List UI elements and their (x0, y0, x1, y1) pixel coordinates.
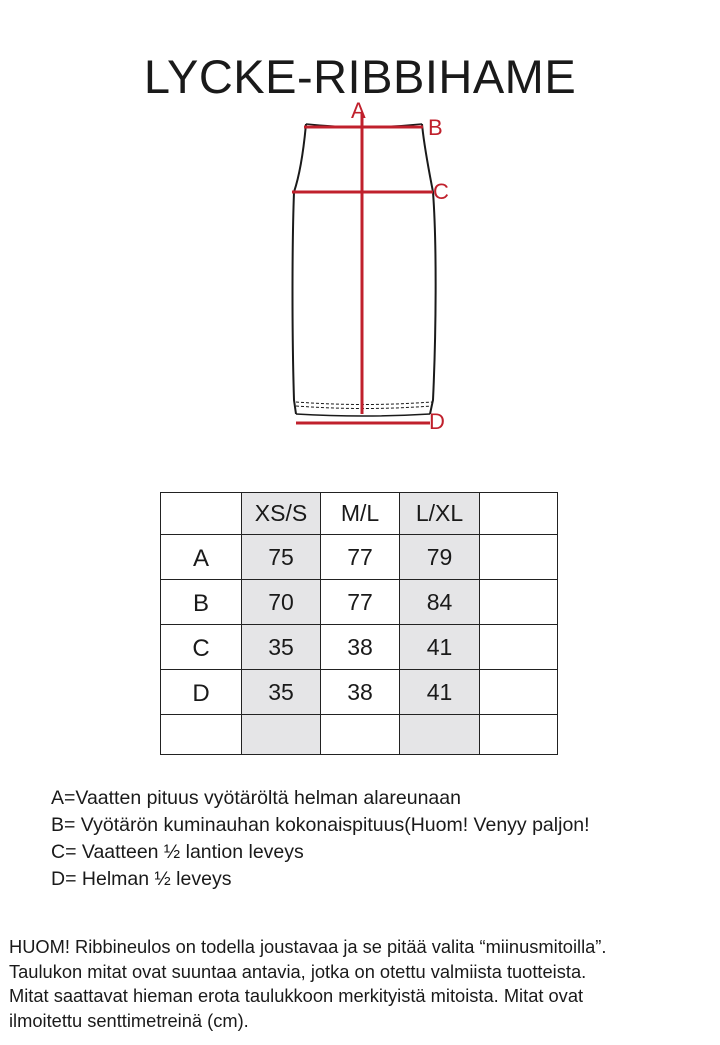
size-table (160, 492, 558, 755)
measurement-legend (51, 785, 590, 893)
hem-stitch-1 (296, 402, 432, 405)
table-cell: 38 (321, 670, 400, 715)
table-cell (480, 535, 558, 580)
legend-item-b: B= Vyötärön kuminauhan kokonaispituus(Huom! Venyy paljon! (51, 814, 590, 836)
table-cell (480, 625, 558, 670)
legend-item-c: C= Vaatteen ½ lantion leveys (51, 841, 304, 863)
table-cell (400, 715, 480, 755)
table-cell: 35 (242, 670, 321, 715)
page-title: LYCKE-RIBBIHAME (143, 50, 577, 104)
label-b: B (428, 115, 443, 140)
table-cell (480, 670, 558, 715)
legend-item-d: D= Helman ½ leveys (51, 868, 232, 890)
label-a: A (351, 98, 366, 123)
table-row (161, 670, 558, 715)
note-line: Mitat saattavat hieman erota taulukkoon merkityistä mitoista. Mitat ovat (9, 985, 584, 1006)
table-cell: 38 (321, 625, 400, 670)
row-label: A (161, 535, 242, 580)
table-cell (480, 715, 558, 755)
note-line: Taulukon mitat ovat suuntaa antavia, jotka on otettu valmiista tuotteista. (9, 960, 587, 982)
table-row (161, 535, 558, 580)
note-line: ilmoitettu senttimetreinä (cm). (9, 1009, 249, 1031)
table-cell (480, 580, 558, 625)
hem-stitch-2 (296, 406, 432, 409)
row-label: B (161, 580, 242, 625)
table-cell: 77 (321, 535, 400, 580)
table-cell (321, 715, 400, 755)
table-row (161, 715, 558, 755)
table-cell: 35 (242, 625, 321, 670)
header-cell: L/XL (400, 493, 480, 535)
sizing-note (9, 935, 715, 1033)
row-label: C (161, 625, 242, 670)
header-cell (161, 493, 242, 535)
table-cell: 41 (400, 625, 480, 670)
table-cell: 70 (242, 580, 321, 625)
skirt-measurement-diagram (270, 96, 470, 441)
legend-item-a: A=Vaatten pituus vyötäröltä helman alareunaan (51, 787, 461, 809)
table-cell (242, 715, 321, 755)
table-cell: 77 (321, 580, 400, 625)
table-cell: 79 (400, 535, 480, 580)
header-cell: XS/S (242, 493, 321, 535)
table-cell: 84 (400, 580, 480, 625)
skirt-outline (293, 124, 307, 414)
table-row (161, 580, 558, 625)
hem-line (296, 414, 430, 416)
table-header-row (161, 493, 558, 535)
table-cell: 41 (400, 670, 480, 715)
header-cell: M/L (321, 493, 400, 535)
row-label: D (161, 670, 242, 715)
row-label (161, 715, 242, 755)
header-cell (480, 493, 558, 535)
table-cell: 75 (242, 535, 321, 580)
table-row (161, 625, 558, 670)
skirt-outline-right (422, 124, 436, 414)
label-d: D (429, 409, 445, 434)
label-c: C (433, 179, 449, 204)
note-line: HUOM! Ribbineulos on todella joustavaa ja se pitää valita “miinusmitoilla”. (9, 936, 607, 957)
